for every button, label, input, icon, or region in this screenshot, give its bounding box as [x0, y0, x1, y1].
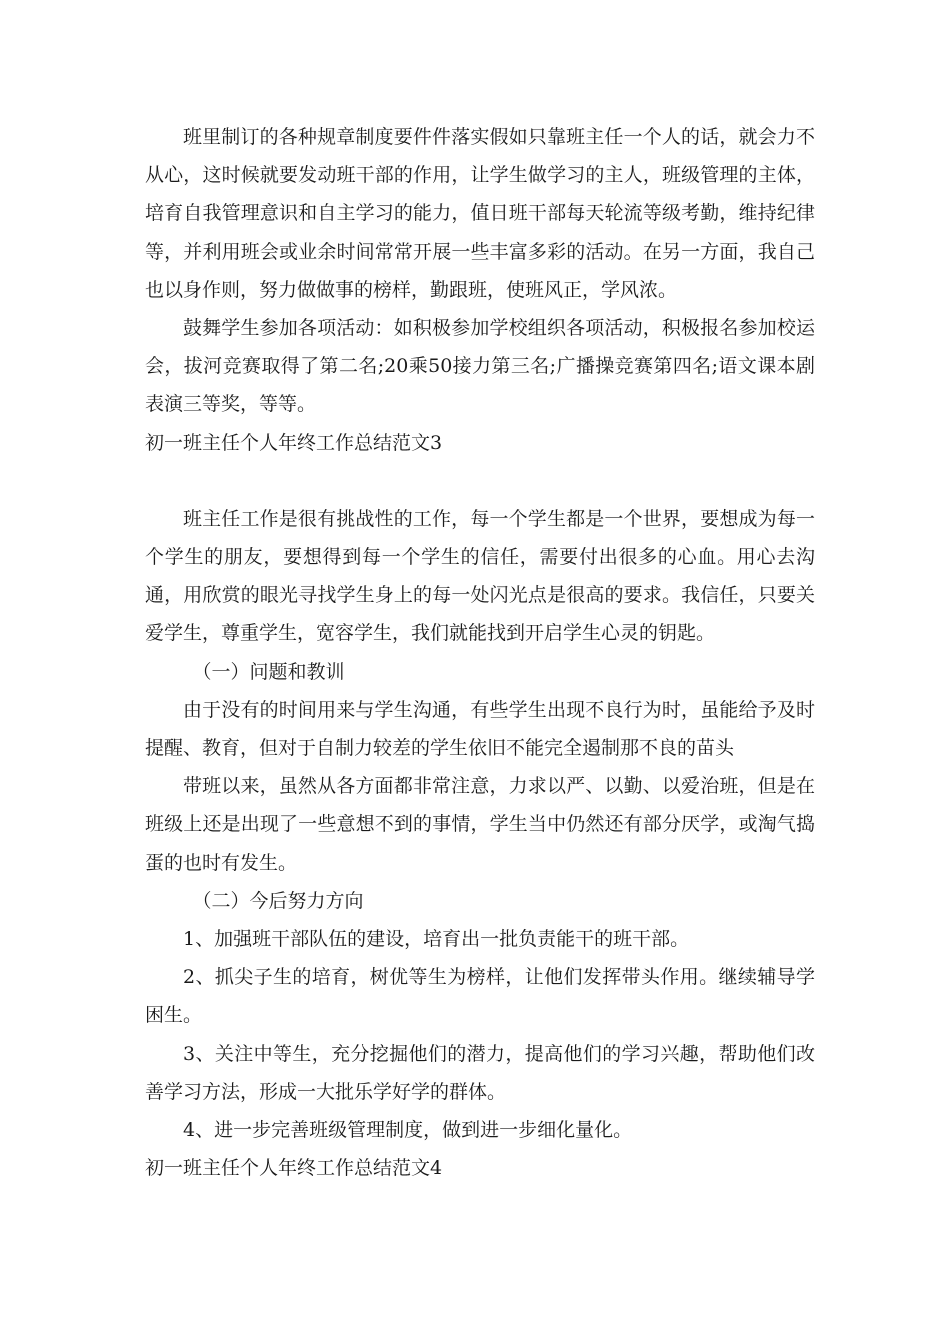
- list-item: 4、进一步完善班级管理制度，做到进一步细化量化。: [183, 1119, 633, 1142]
- paragraph-problem-2: 带班以来，虽然从各方面都非常注意，力求以严、以勤、以爱治班，但是在班级上还是出现了一些意想不到的事情，学生当中仍然还有部分厌学，或淘气捣蛋的也时有发生。: [145, 775, 815, 874]
- subsection-title-directions: （二）今后努力方向: [192, 889, 364, 912]
- document-body: [145, 118, 815, 1187]
- section-heading-3: 初一班主任个人年终工作总结范文3: [145, 431, 443, 454]
- list-item: 1、加强班干部队伍的建设，培育出一批负责能干的班干部。: [183, 928, 690, 951]
- paragraph-activities: 鼓舞学生参加各项活动：如积极参加学校组织各项活动，积极报名参加校运会，拔河竞赛取得了第二名;20乘50接力第三名;广播操竞赛第四名;语文课本剧表演三等奖，等等。: [145, 317, 815, 416]
- paragraph-problem-1: 由于没有的时间用来与学生沟通，有些学生出现不良行为时，虽能给予及时提醒、教育，但对于自制力较差的学生依旧不能完全遏制那不良的苗头: [145, 698, 815, 760]
- list-item: 2、抓尖子生的培育，树优等生为榜样，让他们发挥带头作用。继续辅导学困生。: [145, 966, 815, 1027]
- blank-line: [145, 462, 815, 500]
- paragraph-intro-3: 班主任工作是很有挑战性的工作，每一个学生都是一个世界，要想成为每一个学生的朋友，要想得到每一个学生的信任，需要付出很多的心血。用心去沟通，用欣赏的眼光寻找学生身上的每一处闪光点是很高的要求。我信任，只要关爱学生，尊重学生，宽容学生，我们就能找到开启学生心灵的钥匙。: [145, 507, 815, 645]
- list-item: 3、关注中等生，充分挖掘他们的潜力，提高他们的学习兴趣，帮助他们改善学习方法，形成一大批乐学好学的群体。: [145, 1042, 815, 1103]
- section-heading-4: 初一班主任个人年终工作总结范文4: [145, 1157, 443, 1180]
- subsection-title-problems: （一）问题和教训: [192, 660, 345, 683]
- paragraph-class-rules: 班里制订的各种规章制度要件件落实假如只靠班主任一个人的话，就会力不从心，这时候就要发动班干部的作用，让学生做学习的主人，班级管理的主体，培育自我管理意识和自主学习的能力，值日班干部每天轮流等级考勤，维持纪律等，并利用班会或业余时间常常开展一些丰富多彩的活动。在另一方面，我自己也以身作则，努力做做事的榜样，勤跟班，使班风正，学风浓。: [145, 126, 815, 301]
